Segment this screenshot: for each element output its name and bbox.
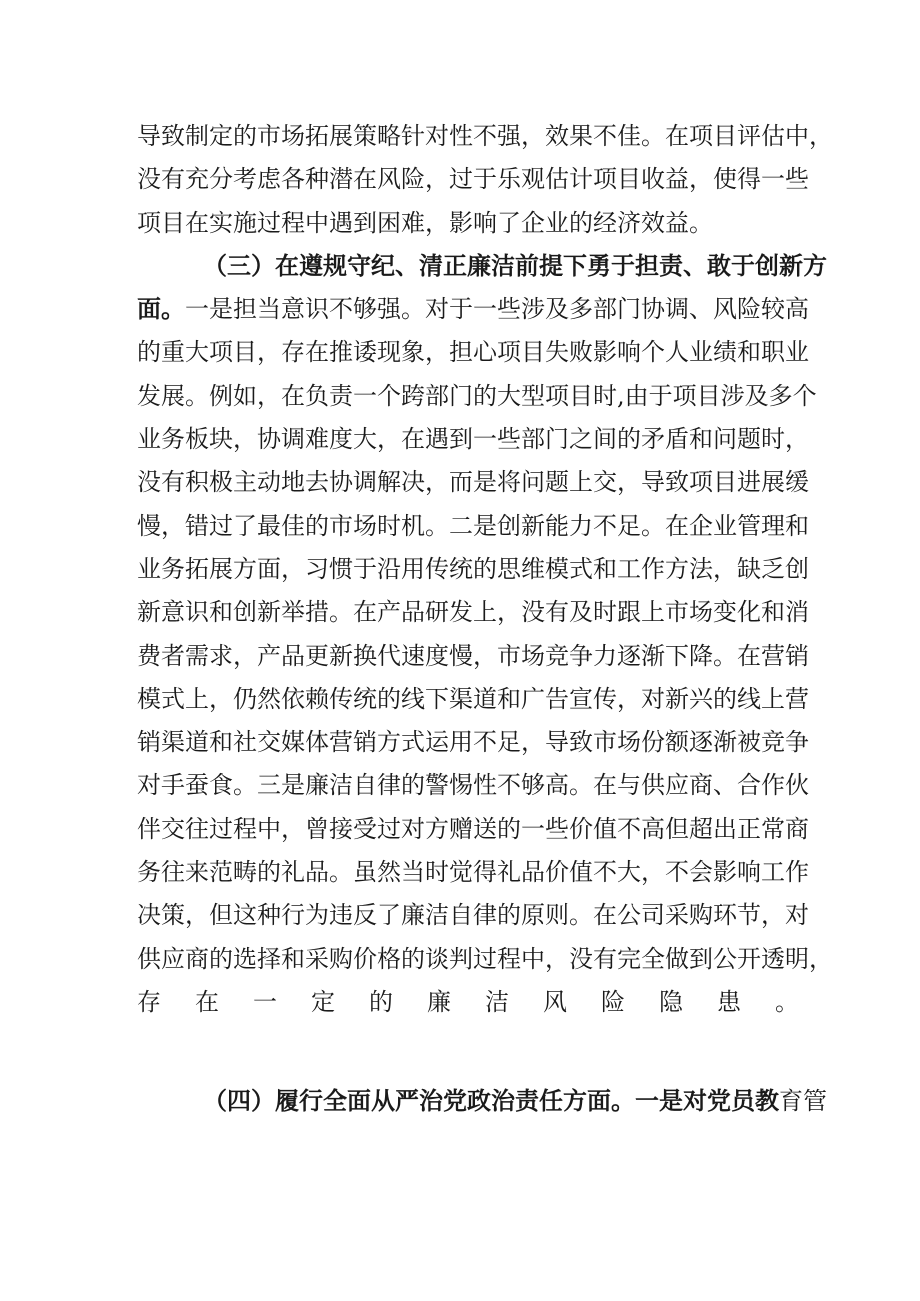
text-line: 伴交往过程中，曾接受过对方赠送的一些价值不高但超出正常商 [137,814,809,843]
text-line: 没有充分考虑各种潜在风险，过于乐观估计项目收益，使得一些 [137,165,809,194]
text-line: 新意识和创新举措。在产品研发上，没有及时跟上市场变化和消 [137,598,809,627]
text-line: 模式上，仍然依赖传统的线下渠道和广告宣传，对新兴的线上营 [137,684,809,713]
section-three-heading: （三）在遵规守纪、清正廉洁前提下勇于担责、敢于创新方 [203,251,827,280]
text-line: 没有积极主动地去协调解决，而是将问题上交，导致项目进展缓 [137,468,809,497]
text-line: 导致制定的市场拓展策略针对性不强，效果不佳。在项目评估中， [137,122,833,150]
text-line: 存在一定的廉洁风险隐患。 [137,987,799,1016]
text-line: 销渠道和社交媒体营销方式运用不足，导致市场份额逐渐被竞争 [137,728,809,757]
text-line: 费者需求，产品更新换代速度慢，市场竞争力逐渐下降。在营销 [137,641,809,670]
paragraph-gap [137,1068,799,1080]
text-line: 业务拓展方面，习惯于沿用传统的思维模式和工作方法，缺乏创 [137,554,809,583]
text-line [137,288,809,331]
section-three-heading-end: 面。 [137,295,185,324]
text-line: 慢，错过了最佳的市场时机。二是创新能力不足。在企业管理和 [137,511,809,540]
text-line: 务往来范畴的礼品。虽然当时觉得礼品价值不大，不会影响工作 [137,858,809,887]
text-line: 的重大项目，存在推诿现象，担心项目失败影响个人业绩和职业 [137,338,809,367]
section-four-heading-line [137,1080,827,1123]
document-body [137,115,833,1123]
text-line: 业务板块，协调难度大，在遇到一些部门之间的矛盾和问题时， [137,425,809,454]
section-four-heading: （四）履行全面从严治党政治责任方面。一是对党员教 [203,1086,779,1115]
text-line: 项目在实施过程中遇到困难，影响了企业的经济效益。 [137,208,713,237]
text-line: 发展。例如，在负责一个跨部门的大型项目时,由于项目涉及多个 [137,381,817,410]
text-line [137,1024,799,1067]
text-span: 育管 [779,1086,827,1115]
text-line: 对手蚕食。三是廉洁自律的警惕性不够高。在与供应商、合作伙 [137,771,809,800]
text-span: 一是担当意识不够强。对于一些涉及多部门协调、风险较高 [185,295,809,324]
text-line: 供应商的选择和采购价格的谈判过程中，没有完全做到公开透明， [137,944,833,973]
text-line: 决策，但这种行为违反了廉洁自律的原则。在公司采购环节，对 [137,901,809,930]
